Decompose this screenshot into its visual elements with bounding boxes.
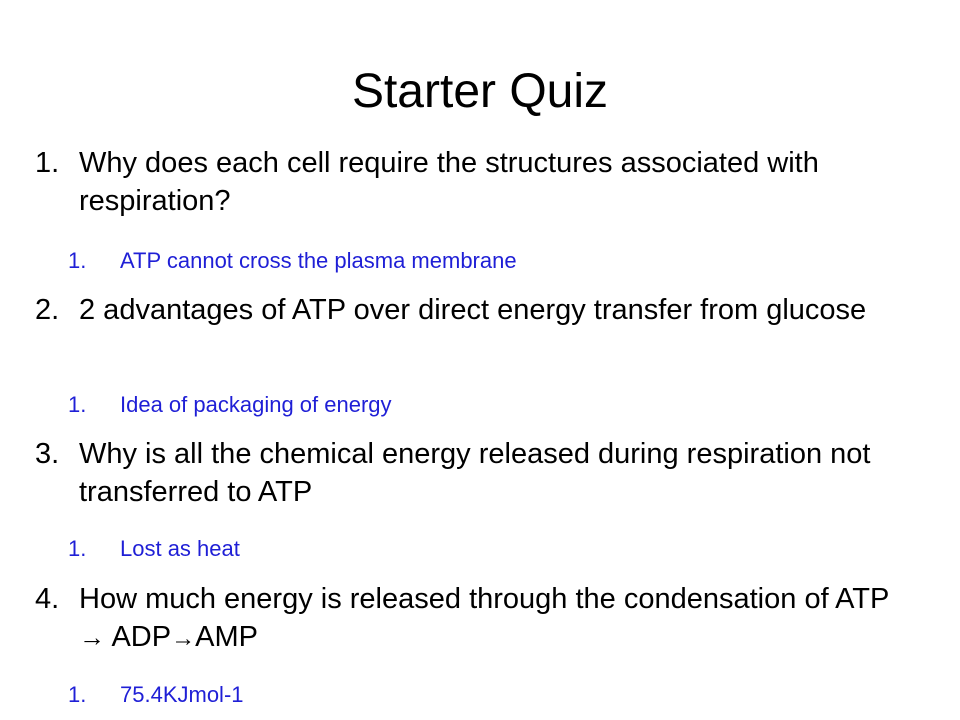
question-text: Why is all the chemical energy released during respiration not transferred to ATP — [79, 438, 871, 508]
question-3 — [35, 435, 915, 511]
question-text: Why does each cell require the structures associated with respiration? — [79, 147, 819, 217]
answer-1 — [68, 246, 908, 276]
answer-4 — [68, 680, 908, 710]
answer-text: ATP cannot cross the plasma membrane — [120, 248, 517, 273]
answer-text: Lost as heat — [120, 536, 240, 561]
question-number: 1. — [35, 147, 60, 179]
answer-text: Idea of packaging of energy — [120, 392, 392, 417]
question-2 — [35, 291, 915, 329]
answer-3 — [68, 534, 908, 564]
question-text-part: AMP — [195, 621, 258, 653]
arrow-right-icon: → — [79, 622, 105, 652]
question-text: 2 advantages of ATP over direct energy transfer from glucose — [79, 294, 867, 326]
answer-text: 75.4KJmol-1 — [120, 682, 244, 707]
answer-number: 1. — [68, 392, 87, 417]
answer-number: 1. — [68, 536, 87, 561]
question-number: 3. — [35, 438, 60, 470]
answer-2 — [68, 390, 908, 420]
answer-number: 1. — [68, 248, 87, 273]
answer-number: 1. — [68, 682, 87, 707]
question-text — [79, 580, 915, 658]
slide-title: Starter Quiz — [351, 65, 609, 118]
question-1 — [35, 144, 915, 220]
question-number: 4. — [35, 583, 60, 615]
question-4 — [35, 580, 915, 658]
arrow-right-icon: → — [171, 625, 196, 652]
question-text-part: How much energy is released through the condensation of ATP — [79, 583, 889, 615]
question-text-part: ADP — [111, 621, 172, 653]
question-number: 2. — [35, 294, 60, 326]
